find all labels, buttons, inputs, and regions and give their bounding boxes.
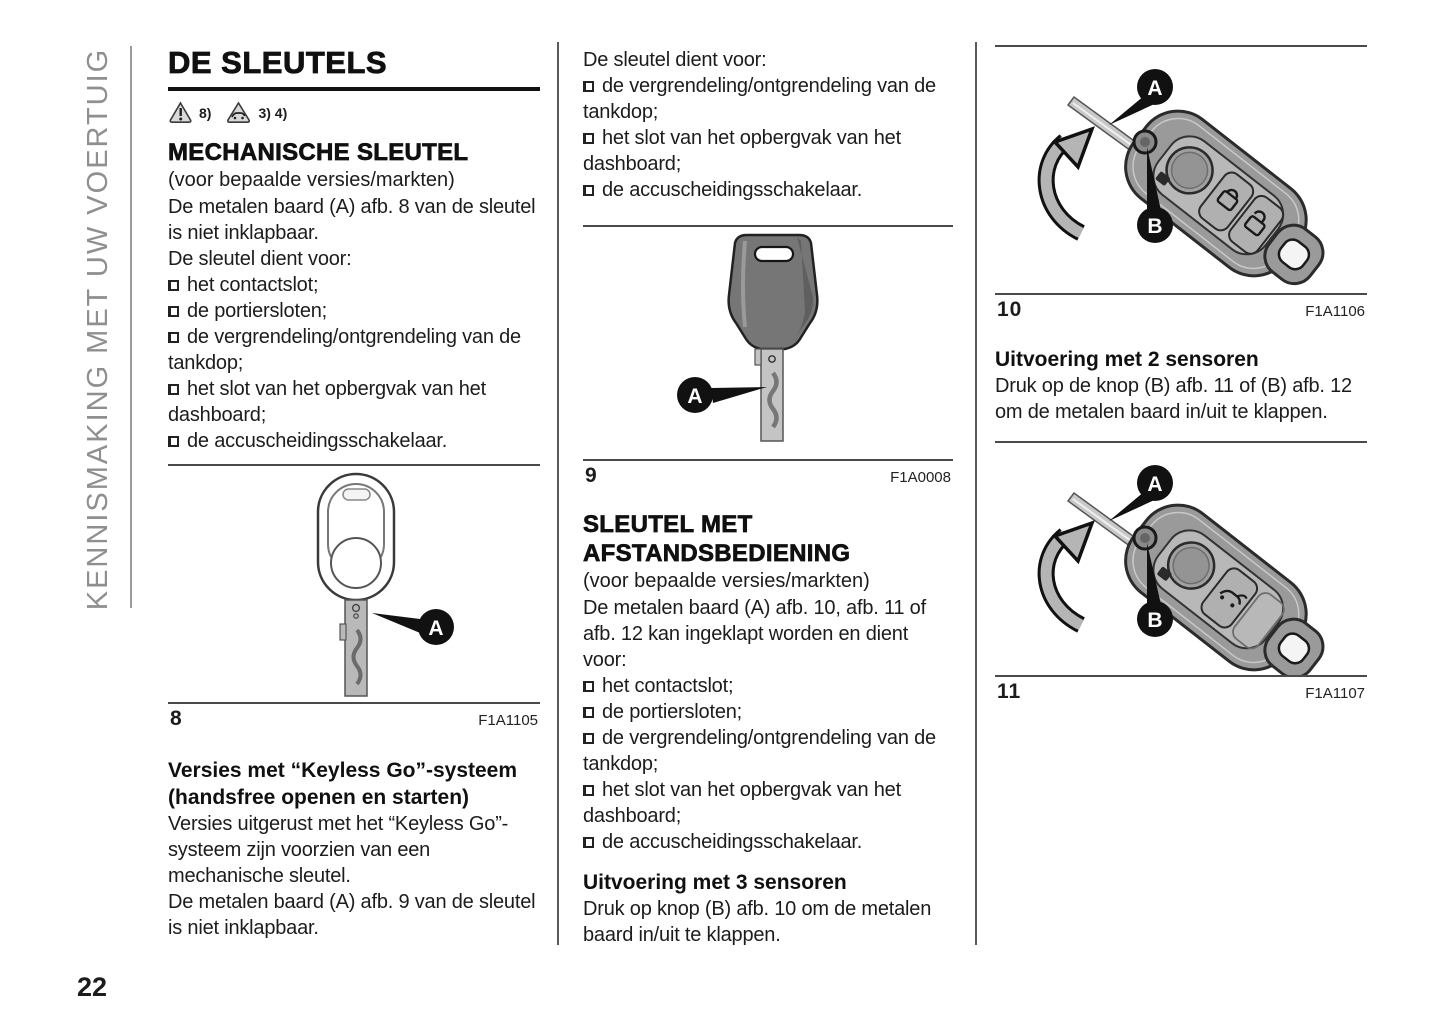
bullet-list <box>168 272 540 454</box>
flip-key-2-buttons-illustration <box>995 443 1367 675</box>
paragraph: De sleutel dient voor: <box>168 248 352 270</box>
list-item: het slot van het opbergvak van het dashboard; <box>583 127 901 175</box>
list-item: de vergrendeling/ontgrendeling van de tankdop; <box>168 326 521 374</box>
square-bullet-icon <box>168 306 179 317</box>
column-middle <box>583 45 953 948</box>
section-heading: SLEUTEL MET AFSTANDSBEDIENING <box>583 511 851 567</box>
paragraph: De metalen baard (A) afb. 9 van de sleutel is niet inklapbaar. <box>168 891 536 939</box>
list-item: het contactslot; <box>168 272 540 298</box>
callout-a-label: A <box>428 617 444 640</box>
paragraph: Druk op knop (B) afb. 10 om de metalen baard in/uit te klappen. <box>583 898 932 946</box>
list-item: de portiersloten; <box>168 298 540 324</box>
warning-triangle-icon <box>168 101 193 124</box>
callout-a-label: A <box>1147 77 1163 100</box>
mechanical-key-illustration <box>168 466 540 702</box>
figure-number: 10 <box>997 298 1023 321</box>
sub-heading: Versies met “Keyless Go”-systeem (handsfree openen en starten) <box>168 759 518 809</box>
warning-note-ref: 8) <box>199 104 212 121</box>
flip-key-3-buttons-illustration <box>995 47 1367 293</box>
paragraph: De sleutel dient voor: <box>583 49 767 71</box>
paragraph: De metalen baard (A) afb. 8 van de sleutel is niet inklapbaar. <box>168 196 536 244</box>
square-bullet-icon <box>168 384 179 395</box>
warning-reference-row <box>168 101 540 124</box>
figure-10 <box>995 45 1367 322</box>
paragraph: De metalen baard (A) afb. 10, afb. 11 of afb. 12 kan ingeklapt worden en dient voor: <box>583 597 926 671</box>
sub-heading: Uitvoering met 2 sensoren <box>995 348 1259 371</box>
section-heading: MECHANISCHE SLEUTEL <box>168 139 469 166</box>
callout-b-label: B <box>1147 609 1163 632</box>
bullet-list <box>583 73 953 203</box>
paragraph: Druk op de knop (B) afb. 11 of (B) afb. 12 om de metalen baard in/uit te klappen. <box>995 375 1352 423</box>
square-bullet-icon <box>583 133 594 144</box>
figure-code: F1A1106 <box>1305 303 1365 320</box>
square-bullet-icon <box>583 681 594 692</box>
column-divider <box>975 42 977 945</box>
square-bullet-icon <box>583 707 594 718</box>
square-bullet-icon <box>168 280 179 291</box>
square-bullet-icon <box>168 332 179 343</box>
column-divider <box>557 42 559 945</box>
column-right <box>995 45 1367 704</box>
remote-key-body <box>1109 95 1345 293</box>
callout-pointer <box>372 613 425 635</box>
square-bullet-icon <box>583 733 594 744</box>
bullet-list <box>583 673 953 855</box>
callout-pointer <box>711 387 767 403</box>
figure-code: F1A1105 <box>478 712 538 729</box>
variant-note: (voor bepaalde versies/markten) <box>168 169 455 191</box>
figure-11 <box>995 441 1367 704</box>
callout-a-label: A <box>1147 473 1163 496</box>
figure-9 <box>583 225 953 488</box>
list-item: de portiersloten; <box>583 699 953 725</box>
square-bullet-icon <box>583 837 594 848</box>
key-with-dark-grip-illustration <box>583 227 953 459</box>
list-item: de vergrendeling/ontgrendeling van de tankdop; <box>583 727 936 775</box>
remote-key-body <box>1109 489 1345 675</box>
callout-a-label: A <box>687 385 703 408</box>
list-item: de accuscheidingsschakelaar. <box>168 428 540 454</box>
square-bullet-icon <box>583 185 594 196</box>
figure-code: F1A1107 <box>1305 685 1365 702</box>
figure-code: F1A0008 <box>890 469 951 486</box>
warning-note-ref: 3) 4) <box>258 104 288 121</box>
square-bullet-icon <box>583 785 594 796</box>
callout-b-label: B <box>1147 215 1163 238</box>
paragraph: Versies uitgerust met het “Keyless Go”-systeem zijn voorzien van een mechanische sleutel. <box>168 813 509 887</box>
list-item: de accuscheidingsschakelaar. <box>583 177 953 203</box>
chapter-sidebar-title: KENNISMAKING MET UW VOERTUIG <box>82 47 114 611</box>
figure-8 <box>168 464 540 731</box>
figure-number: 8 <box>170 707 183 730</box>
square-bullet-icon <box>583 81 594 92</box>
page-number: 22 <box>77 972 108 1002</box>
figure-number: 11 <box>997 680 1022 703</box>
page-title: DE SLEUTELS <box>168 45 540 91</box>
list-item: het slot van het opbergvak van het dashboard; <box>583 779 901 827</box>
variant-note: (voor bepaalde versies/markten) <box>583 570 870 592</box>
column-left <box>168 45 540 941</box>
list-item: het slot van het opbergvak van het dashboard; <box>168 378 486 426</box>
list-item: de accuscheidingsschakelaar. <box>583 829 953 855</box>
figure-number: 9 <box>585 464 598 487</box>
sidebar-divider <box>130 46 132 608</box>
car-caution-icon <box>225 101 252 124</box>
sub-heading: Uitvoering met 3 sensoren <box>583 871 847 894</box>
square-bullet-icon <box>168 436 179 447</box>
list-item: het contactslot; <box>583 673 953 699</box>
list-item: de vergrendeling/ontgrendeling van de tankdop; <box>583 75 936 123</box>
